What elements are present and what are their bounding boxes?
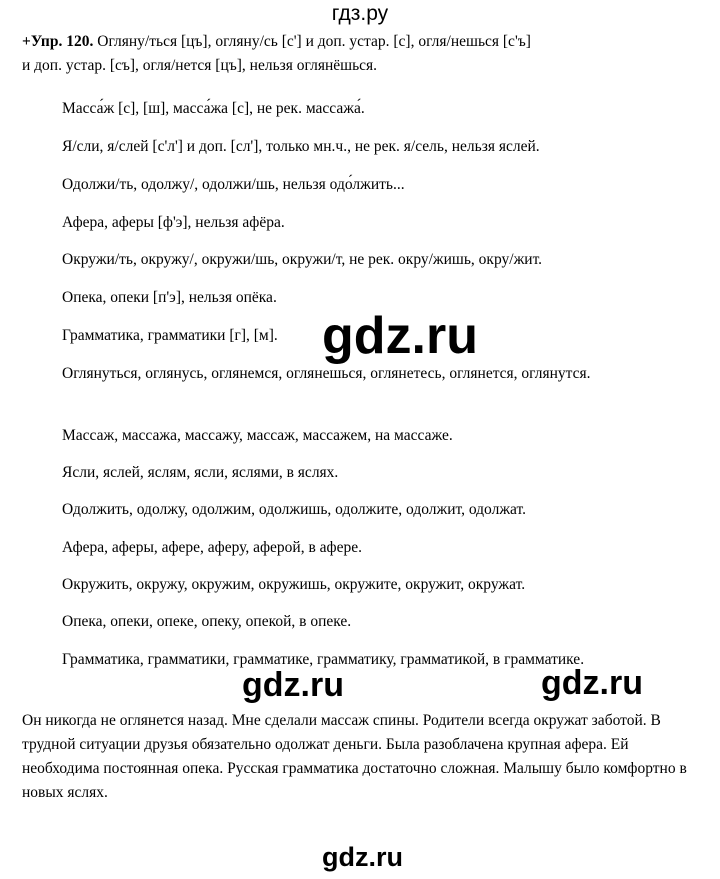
forms-line-yasli: Ясли, яслей, яслям, ясли, яслями, в яслях. — [62, 464, 339, 481]
watermark-middle: gdz.ru — [242, 666, 344, 704]
stress-line-afera: Афера, аферы [ф'э], нельзя афёра. — [62, 214, 285, 231]
watermark-bottom: gdz.ru — [322, 842, 403, 872]
stress-line-okruzhit: Окружи/ть, окружу/, окружи/шь, окружи/т, не рек. окру/жишь, окру/жит. — [62, 251, 543, 268]
forms-line-opeka: Опека, опеки, опеке, опеку, опекой, в опеке. — [62, 613, 352, 630]
forms-line-massage: Массаж, массажа, массажу, массаж, массажем, на массаже. — [62, 427, 453, 444]
stress-line-opeka: Опека, опеки [п'э], нельзя опёка. — [62, 289, 277, 306]
stress-line-massage: Масса́ж [с], [ш], масса́жа [с], не рек. массажа́. — [62, 100, 365, 117]
forms-line-grammatika: Грамматика, грамматики, грамматике, грамматику, грамматикой, в грамматике. — [62, 651, 585, 668]
exercise-line-1: Огляну/ться [цъ], огляну/сь [с'] и доп. устар. [с], огля/нешься [с'ъ] — [97, 33, 531, 50]
stress-line-odolzhit: Одолжи/ть, одолжу/, одолжи/шь, нельзя одо́лжить... — [62, 176, 405, 193]
site-header: гдз.ру — [331, 2, 389, 25]
exercise-line-2: и доп. устар. [съ], огля/нется [цъ], нельзя оглянёшься. — [22, 57, 378, 74]
forms-line-oglyanutsya: Оглянуться, оглянусь, оглянемся, оглянешься, оглянетесь, оглянется, оглянутся. — [62, 365, 591, 382]
watermark-right: gdz.ru — [541, 664, 643, 702]
forms-line-afera: Афера, аферы, афере, аферу, аферой, в афере. — [62, 539, 362, 556]
stress-line-yasli: Я/сли, я/слей [с'л'] и доп. [сл'], только мн.ч., не рек. я/сель, нельзя яслей. — [62, 138, 540, 155]
exercise-header — [22, 30, 698, 78]
exercise-label: +Упр. 120. — [22, 33, 94, 50]
forms-line-odolzhit: Одолжить, одолжу, одолжим, одолжишь, одолжите, одолжит, одолжат. — [62, 501, 526, 518]
stress-line-grammatika: Грамматика, грамматики [г], [м]. — [62, 327, 278, 344]
watermark-large: gdz.ru — [322, 307, 478, 365]
forms-line-okruzhit: Окружить, окружу, окружим, окружишь, окружите, окружит, окружат. — [62, 576, 526, 593]
sentences-paragraph: Он никогда не оглянется назад. Мне сделали массаж спины. Родители всегда окружат заботой. В трудной ситуации друзья обязательно одолжат деньги. Была разоблачена крупная афера. Ей необходима постоянная опека. Русская грамматика достаточно сложная. Малышу было комфортно в новых яслях. — [22, 712, 687, 801]
